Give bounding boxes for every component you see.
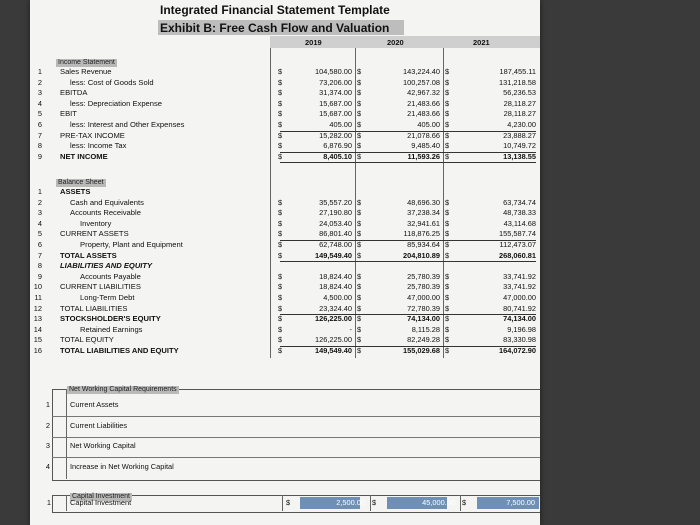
income-value-2021: 10,749.72 (503, 141, 536, 151)
income-dollar-2019: $ (278, 88, 283, 98)
income-row-label: less: Cost of Goods Sold (70, 77, 154, 87)
income-dollar-2021: $ (445, 141, 450, 151)
balance-value-2020: 25,780.39 (407, 271, 440, 281)
balance-value-2019: 126,225.00 (315, 335, 352, 345)
income-row-label: NET INCOME (60, 151, 108, 161)
income-dollar-2019: $ (278, 98, 283, 108)
balance-dollar-2019: $ (278, 271, 283, 281)
balance-dollar-2019: $ (278, 240, 283, 249)
balance-value-2019: 35,557.20 (319, 197, 352, 207)
balance-dollar-2021: $ (445, 197, 450, 207)
capex-section-label: Capital Investment (72, 493, 130, 500)
income-value-2020: 9,485.40 (411, 141, 440, 151)
balance-dollar-2021: $ (445, 240, 450, 249)
total-rule (280, 346, 536, 347)
col-sep-1 (270, 48, 271, 358)
balance-value-2021: 155,587.74 (499, 229, 536, 239)
balance-dollar-2020: $ (357, 218, 362, 228)
balance-row-number: 16 (33, 346, 42, 355)
income-dollar-2019: $ (278, 67, 283, 76)
income-dollar-2020: $ (357, 151, 362, 161)
page-title: Integrated Financial Statement Template (160, 3, 390, 17)
total-rule (280, 314, 536, 315)
balance-dollar-2019: $ (278, 314, 283, 324)
balance-row-label: ASSETS (60, 187, 91, 196)
income-value-2020: 100,257.08 (403, 77, 440, 87)
balance-value-2020: 25,780.39 (407, 282, 440, 292)
income-dollar-2021: $ (445, 77, 450, 87)
balance-row-number: 12 (33, 303, 42, 313)
balance-dollar-2021: $ (445, 271, 450, 281)
balance-dollar-2020: $ (357, 335, 362, 345)
balance-value-2021: 112,473.07 (499, 240, 536, 249)
balance-dollar-2021: $ (445, 218, 450, 228)
balance-row-number: 14 (33, 324, 42, 334)
income-row-number: 9 (37, 151, 42, 161)
income-row-number: 4 (37, 98, 42, 108)
nwc-row-label: Current Liabilities (70, 420, 128, 430)
balance-value-2019: 4,500.00 (323, 293, 352, 302)
income-dollar-2019: $ (278, 77, 283, 87)
income-dollar-2020: $ (357, 141, 362, 151)
income-dollar-2019: $ (278, 109, 283, 119)
balance-value-2021: 48,738.33 (503, 208, 536, 218)
balance-dollar-2020: $ (357, 346, 362, 355)
balance-row-number: 11 (34, 293, 42, 302)
balance-dollar-2019: $ (278, 208, 283, 218)
balance-row-number: 5 (37, 229, 42, 239)
income-row-number: 1 (37, 67, 42, 76)
balance-value-2019: 126,225.00 (315, 314, 352, 324)
income-value-2021: 56,236.53 (503, 88, 536, 98)
balance-dollar-2019: $ (278, 293, 283, 302)
income-value-2021: 13,138.55 (503, 151, 536, 161)
income-dollar-2020: $ (357, 120, 362, 129)
capex-column-line (370, 495, 371, 511)
income-dollar-2021: $ (445, 130, 450, 140)
income-dollar-2019: $ (278, 120, 283, 129)
capex-dollar-2020: $ (372, 498, 377, 507)
balance-dollar-2020: $ (357, 197, 362, 207)
capex-value-2019: 2,500.00 (336, 498, 365, 507)
balance-row-label: TOTAL EQUITY (60, 335, 114, 345)
nwc-section-label: Net Working Capital Requirements (69, 386, 177, 393)
balance-dollar-2021: $ (445, 314, 450, 324)
nwc-number-column-line (66, 389, 67, 479)
income-dollar-2019: $ (278, 151, 283, 161)
income-dollar-2019: $ (278, 130, 283, 140)
balance-value-2019: 23,324.40 (319, 303, 352, 313)
income-value-2020: 405.00 (417, 120, 440, 129)
balance-value-2021: 63,734.74 (503, 197, 536, 207)
income-dollar-2020: $ (357, 98, 362, 108)
balance-value-2020: 47,000.00 (407, 293, 440, 302)
balance-value-2020: 32,941.61 (407, 218, 440, 228)
total-rule (280, 261, 536, 262)
balance-value-2019: 149,549.40 (315, 346, 352, 355)
balance-row-number: 9 (37, 271, 42, 281)
balance-dollar-2020: $ (357, 229, 362, 239)
nwc-row-label: Increase in Net Working Capital (70, 461, 174, 471)
balance-row-number: 2 (37, 197, 42, 207)
balance-value-2021: 164,072.90 (499, 346, 536, 355)
nwc-row-number: 4 (45, 461, 50, 471)
income-value-2021: 23,888.27 (503, 130, 536, 140)
balance-dollar-2020: $ (357, 314, 362, 324)
income-value-2020: 143,224.40 (403, 67, 440, 76)
income-dollar-2020: $ (357, 130, 362, 140)
year-2021: 2021 (473, 38, 490, 47)
capex-column-line (66, 495, 67, 511)
income-row-number: 7 (37, 130, 42, 140)
capex-column-line (460, 495, 461, 511)
balance-value-2021: 9,196.98 (507, 324, 536, 334)
balance-row-number: 4 (37, 218, 42, 228)
balance-row-label: Long-Term Debt (80, 293, 135, 302)
nwc-row-number: 2 (45, 420, 50, 430)
income-value-2021: 28,118.27 (503, 98, 536, 108)
balance-dollar-2019: $ (278, 282, 283, 292)
balance-row-label: CURRENT LIABILITIES (60, 282, 141, 292)
balance-value-2019: 24,053.40 (319, 218, 352, 228)
balance-value-2019: 149,549.40 (315, 250, 352, 260)
year-2019: 2019 (305, 38, 322, 47)
income-row-label: less: Interest and Other Expenses (70, 120, 185, 129)
balance-value-2021: 83,330.98 (503, 335, 536, 345)
capex-value-2020: 45,000.00 (422, 498, 455, 507)
balance-value-2020: 118,876.25 (403, 229, 440, 239)
income-dollar-2021: $ (445, 151, 450, 161)
balance-dollar-2019: $ (278, 218, 283, 228)
balance-row-number: 8 (37, 261, 42, 271)
balance-row-label: Property, Plant and Equipment (80, 240, 183, 249)
col-sep-2 (355, 48, 356, 358)
balance-value-2020: 155,029.68 (403, 346, 440, 355)
income-row-number: 5 (37, 109, 42, 119)
year-2020: 2020 (387, 38, 404, 47)
balance-row-label: Accounts Receivable (70, 208, 141, 218)
nwc-row-label: Net Working Capital (70, 441, 136, 450)
balance-dollar-2021: $ (445, 324, 450, 334)
balance-dollar-2021: $ (445, 250, 450, 260)
balance-dollar-2021: $ (445, 282, 450, 292)
nwc-row-number: 1 (45, 400, 50, 409)
balance-dollar-2021: $ (445, 346, 450, 355)
income-value-2020: 21,078.66 (407, 130, 440, 140)
page-subtitle: Exhibit B: Free Cash Flow and Valuation (160, 21, 390, 35)
balance-value-2019: - (349, 324, 352, 334)
total-rule (280, 152, 536, 153)
capex-value-2021: 7,500.00 (506, 498, 535, 507)
income-value-2021: 131,218.58 (499, 77, 536, 87)
balance-dollar-2020: $ (357, 293, 362, 302)
balance-dollar-2021: $ (445, 335, 450, 345)
income-dollar-2021: $ (445, 109, 450, 119)
income-row-label: less: Depreciation Expense (70, 98, 163, 108)
balance-dollar-2020: $ (357, 282, 362, 292)
balance-dollar-2020: $ (357, 208, 362, 218)
income-row-number: 8 (37, 141, 42, 151)
income-row-number: 6 (37, 120, 42, 129)
balance-dollar-2019: $ (278, 324, 283, 334)
balance-dollar-2020: $ (357, 303, 362, 313)
balance-row-number: 10 (33, 282, 42, 292)
income-value-2019: 73,206.00 (319, 77, 352, 87)
nwc-row-divider (52, 457, 540, 458)
income-value-2019: 31,374.00 (319, 88, 352, 98)
balance-row-label: Retained Earnings (80, 324, 143, 334)
balance-dollar-2020: $ (357, 271, 362, 281)
income-dollar-2020: $ (357, 77, 362, 87)
balance-dollar-2019: $ (278, 335, 283, 345)
income-value-2019: 104,580.00 (315, 67, 352, 76)
income-dollar-2021: $ (445, 88, 450, 98)
balance-row-number: 1 (37, 187, 42, 196)
balance-row-label: Accounts Payable (80, 271, 141, 281)
nwc-row-divider (52, 437, 540, 438)
income-value-2020: 21,483.66 (407, 109, 440, 119)
balance-dollar-2021: $ (445, 303, 450, 313)
balance-row-label: CURRENT ASSETS (60, 229, 129, 239)
nwc-row-label: Current Assets (70, 400, 119, 409)
income-value-2021: 187,455.11 (499, 67, 536, 76)
balance-value-2021: 47,000.00 (503, 293, 536, 302)
balance-value-2019: 86,801.40 (319, 229, 352, 239)
capex-dollar-2019: $ (286, 498, 291, 507)
income-row-label: EBIT (60, 109, 77, 119)
balance-dollar-2019: $ (278, 229, 283, 239)
balance-dollar-2020: $ (357, 324, 362, 334)
income-value-2019: 6,876.90 (323, 141, 352, 151)
nwc-row-divider (52, 416, 540, 417)
income-row-label: EBITDA (60, 88, 88, 98)
balance-value-2020: 204,810.89 (403, 250, 440, 260)
balance-value-2019: 18,824.40 (319, 271, 352, 281)
balance-dollar-2020: $ (357, 250, 362, 260)
balance-row-label: TOTAL LIABILITIES (60, 303, 128, 313)
income-value-2019: 8,405.10 (323, 151, 352, 161)
col-sep-3 (443, 48, 444, 358)
balance-row-label: TOTAL LIABILITIES AND EQUITY (60, 346, 179, 355)
balance-row-number: 13 (33, 314, 42, 324)
balance-dollar-2020: $ (357, 240, 362, 249)
balance-dollar-2021: $ (445, 229, 450, 239)
balance-dollar-2019: $ (278, 197, 283, 207)
balance-dollar-2021: $ (445, 293, 450, 302)
balance-row-number: 3 (37, 208, 42, 218)
nwc-row-number: 3 (45, 441, 50, 450)
income-value-2019: 15,687.00 (319, 98, 352, 108)
income-value-2019: 15,687.00 (319, 109, 352, 119)
income-row-label: Sales Revenue (60, 67, 112, 76)
income-value-2020: 42,967.32 (407, 88, 440, 98)
balance-value-2019: 18,824.40 (319, 282, 352, 292)
income-row-label: less: Income Tax (70, 141, 127, 151)
balance-value-2020: 74,134.00 (407, 314, 440, 324)
income-dollar-2021: $ (445, 67, 450, 76)
income-row-label: PRE-TAX INCOME (60, 130, 125, 140)
total-rule (280, 240, 536, 241)
balance-value-2021: 33,741.92 (503, 271, 536, 281)
balance-dollar-2021: $ (445, 208, 450, 218)
balance-row-label: LIABILITIES AND EQUITY (60, 261, 153, 271)
income-value-2019: 405.00 (329, 120, 352, 129)
income-value-2019: 15,282.00 (319, 130, 352, 140)
balance-value-2019: 62,748.00 (319, 240, 352, 249)
income-dollar-2020: $ (357, 88, 362, 98)
income-dollar-2019: $ (278, 141, 283, 151)
income-value-2021: 28,118.27 (503, 109, 536, 119)
spreadsheet (30, 0, 540, 525)
balance-value-2021: 80,741.92 (503, 303, 536, 313)
balance-dollar-2019: $ (278, 303, 283, 313)
capex-row-label: Capital Investment (70, 498, 132, 507)
balance-value-2020: 48,696.30 (407, 197, 440, 207)
total-rule (280, 131, 536, 132)
balance-value-2021: 33,741.92 (503, 282, 536, 292)
balance-row-label: TOTAL ASSETS (60, 250, 117, 260)
income-dollar-2021: $ (445, 98, 450, 108)
income-dollar-2021: $ (445, 120, 450, 129)
balance-dollar-2019: $ (278, 250, 283, 260)
balance-row-number: 15 (33, 335, 42, 345)
capex-column-line (282, 495, 283, 511)
balance-value-2021: 74,134.00 (503, 314, 536, 324)
balance-value-2020: 82,249.28 (407, 335, 440, 345)
balance-value-2020: 85,934.64 (407, 240, 440, 249)
balance-value-2021: 43,114.68 (503, 218, 536, 228)
income-section-label: Income Statement (58, 59, 115, 66)
balance-row-number: 6 (37, 240, 42, 249)
balance-row-number: 7 (37, 250, 42, 260)
balance-value-2020: 8,115.28 (411, 324, 440, 334)
balance-value-2019: 27,190.80 (319, 208, 352, 218)
income-value-2020: 11,593.26 (407, 151, 440, 161)
capex-dollar-2021: $ (462, 498, 467, 507)
total-rule (280, 162, 536, 163)
balance-row-label: Inventory (80, 218, 112, 228)
income-value-2020: 21,483.66 (407, 98, 440, 108)
balance-dollar-2019: $ (278, 346, 283, 355)
income-value-2021: 4,230.00 (507, 120, 536, 129)
balance-section-label: Balance Sheet (58, 179, 104, 186)
balance-row-label: Cash and Equivalents (70, 197, 144, 207)
capex-row-number: 1 (46, 498, 51, 507)
balance-row-label: STOCKSHOLDER'S EQUITY (60, 314, 161, 324)
balance-value-2021: 268,060.81 (499, 250, 536, 260)
balance-value-2020: 72,780.39 (407, 303, 440, 313)
income-dollar-2020: $ (357, 67, 362, 76)
income-row-number: 2 (37, 77, 42, 87)
balance-value-2020: 37,238.34 (407, 208, 440, 218)
income-dollar-2020: $ (357, 109, 362, 119)
income-row-number: 3 (37, 88, 42, 98)
